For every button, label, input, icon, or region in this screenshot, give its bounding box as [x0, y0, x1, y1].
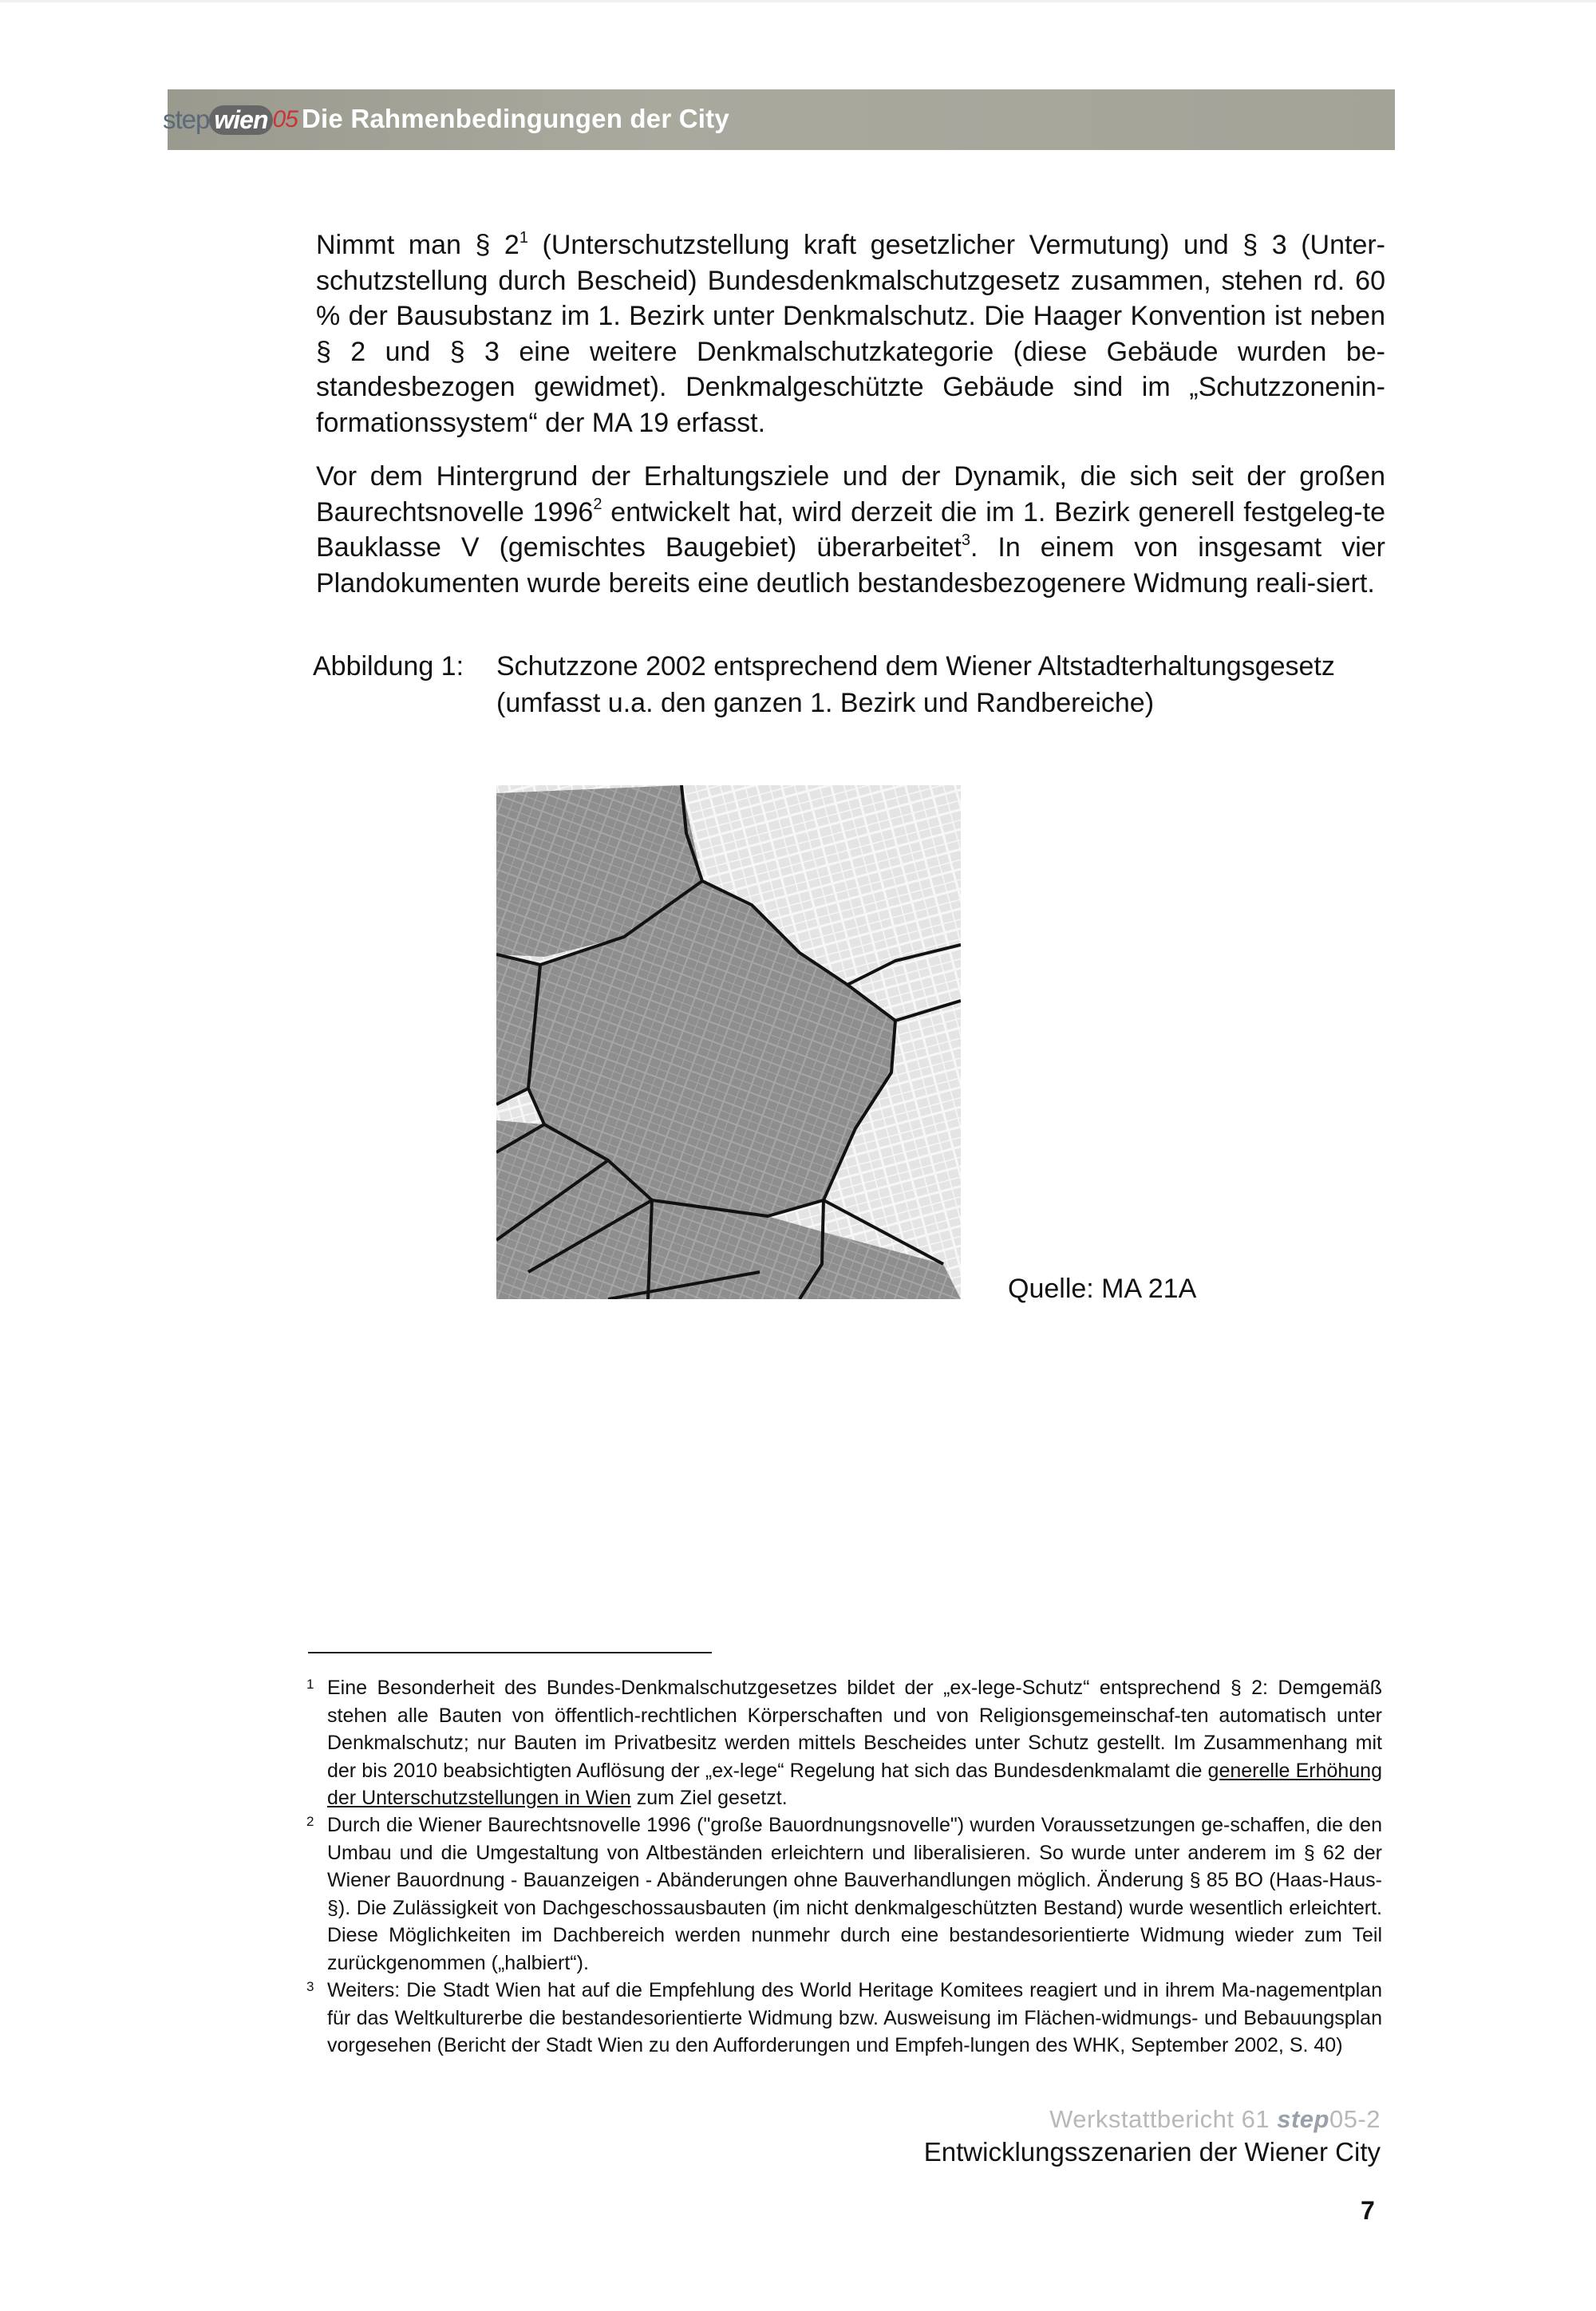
- header-band: [163, 89, 1395, 150]
- footnote-1-text-b: zum Ziel gesetzt.: [630, 1787, 788, 1809]
- figure-caption-text: Schutzzone 2002 entsprechend dem Wiener Altstadterhaltungsgesetz (umfasst u.a. den ganzen 1. Bezirk und Randbereiche): [496, 651, 1335, 718]
- report-suffix: 05-2: [1329, 2105, 1381, 2133]
- figure-label: Abbildung 1:: [313, 651, 464, 681]
- report-subtitle: Entwicklungsszenarien der Wiener City: [923, 2137, 1381, 2167]
- schutzzone-map: [496, 785, 961, 1299]
- footnote-1-number: 1: [306, 1677, 314, 1692]
- footnote-3-text: Weiters: Die Stadt Wien hat auf die Empfehlung des World Heritage Komitees reagiert und in ihrem Ma-nagementplan für das Weltkulturerbe die bestandesorientierte Widmung bzw. Ausweisung im Flächen-widmungs- und Bebauungsplan vorgesehen (Bericht der Stadt Wien zu den Aufforderungen und Empfeh-lungen des WHK, September 2002, S. 40): [327, 1979, 1382, 2056]
- header-title: Die Rahmenbedingungen der City: [302, 104, 729, 133]
- footnote-1-text-a: Eine Besonderheit des Bundes-Denkmalschutzgesetzes bildet der „ex-lege-Schutz“ entsprechend § 2: Demgemäß stehen alle Bauten von öffentlich-rechtlichen Körperschaften und von Religionsgemeinschaf-ten automatisch unter Denkmalschutz; nur Bauten im Privatbesitz werden mittels Bescheides unter Schutz gestellt. Im Zusammenhang mit der bis 2010 beabsichtigten Auflösung der „ex-lege“ Regelung hat sich das Bundesdenkmalamt die: [327, 1677, 1382, 1782]
- footnote-divider: [308, 1652, 712, 1653]
- footnote-3-number: 3: [306, 1979, 314, 1994]
- footnote-2-number: 2: [306, 1814, 314, 1829]
- page-number: 7: [1361, 2196, 1375, 2225]
- paragraph-1-text-a: Nimmt man § 2: [316, 230, 519, 260]
- footnote-ref-1[interactable]: 1: [519, 228, 528, 247]
- paragraph-2: [316, 459, 1385, 601]
- paragraph-1-text-b: (Unterschutzstellung kraft gesetzlicher Vermutung) und § 3 (Unter-schutzstellung durch Bescheid) Bundesdenkmalschutzgesetz zusammen, stehen rd. 60 % der Bausubstanz im 1. Bezirk unter Denkmalschutz. Die Haager Konvention ist neben § 2 und § 3 eine weitere Denkmalschutzkategorie (diese Gebäude wurden be-standesbezogen gewidmet). Denkmalgeschützte Gebäude sind im „Schutzzonenin-formationssystem“ der MA 19 erfasst.: [316, 230, 1385, 438]
- report-step: step: [1277, 2105, 1329, 2133]
- footnote-2: [306, 1811, 1382, 1977]
- footnote-ref-2[interactable]: 2: [593, 496, 602, 514]
- logo-wien: wien: [209, 105, 272, 135]
- paragraph-2-text-c: . In einem von insgesamt vier Plandokumenten wurde bereits eine deutlich bestandesbezogenere Widmung reali-siert.: [316, 532, 1385, 598]
- logo-step: step: [163, 105, 210, 134]
- footnote-3: [306, 1977, 1382, 2060]
- footnote-2-text: Durch die Wiener Baurechtsnovelle 1996 ("große Bauordnungsnovelle") wurden Voraussetzungen ge-schaffen, die den Umbau und die Umgestaltung von Altbeständen erleichtern und liberalisieren. So wurde unter anderem im § 62 der Wiener Bauordnung - Bauanzeigen - Abänderungen ohne Bauverhandlungen möglich. Änderung § 85 BO (Haas-Haus-§). Die Zulässigkeit von Dachgeschossausbauten (im nicht denkmalgeschützten Bestand) wurde wesentlich erleichtert. Diese Möglichkeiten im Dachbereich werden nunmehr durch eine bestandesorientierte Widmung wieder zum Teil zurückgenommen („halbiert“).: [327, 1814, 1382, 1974]
- logo-year: 05: [272, 106, 298, 132]
- footnote-ref-3[interactable]: 3: [961, 531, 970, 549]
- paragraph-2-text-b: entwickelt hat, wird derzeit die im 1. Bezirk generell festgeleg-te Bauklasse V (gemischtes Baugebiet) überarbeitet: [316, 496, 1385, 563]
- report-prefix: Werkstattbericht 61: [1049, 2105, 1278, 2133]
- paragraph-1: [316, 227, 1385, 440]
- report-label: [1049, 2105, 1381, 2134]
- footnote-1-link[interactable]: generelle Erhöhung der Unterschutzstellungen in Wien: [327, 1759, 1382, 1809]
- footnote-1: [306, 1674, 1382, 1812]
- figure-source: Quelle: MA 21A: [1008, 1274, 1197, 1304]
- stepwien-logo: [163, 102, 298, 137]
- paragraph-2-text-a: Vor dem Hintergrund der Erhaltungsziele und der Dynamik, die sich seit der großen Baurechtsnovelle 1996: [316, 461, 1385, 527]
